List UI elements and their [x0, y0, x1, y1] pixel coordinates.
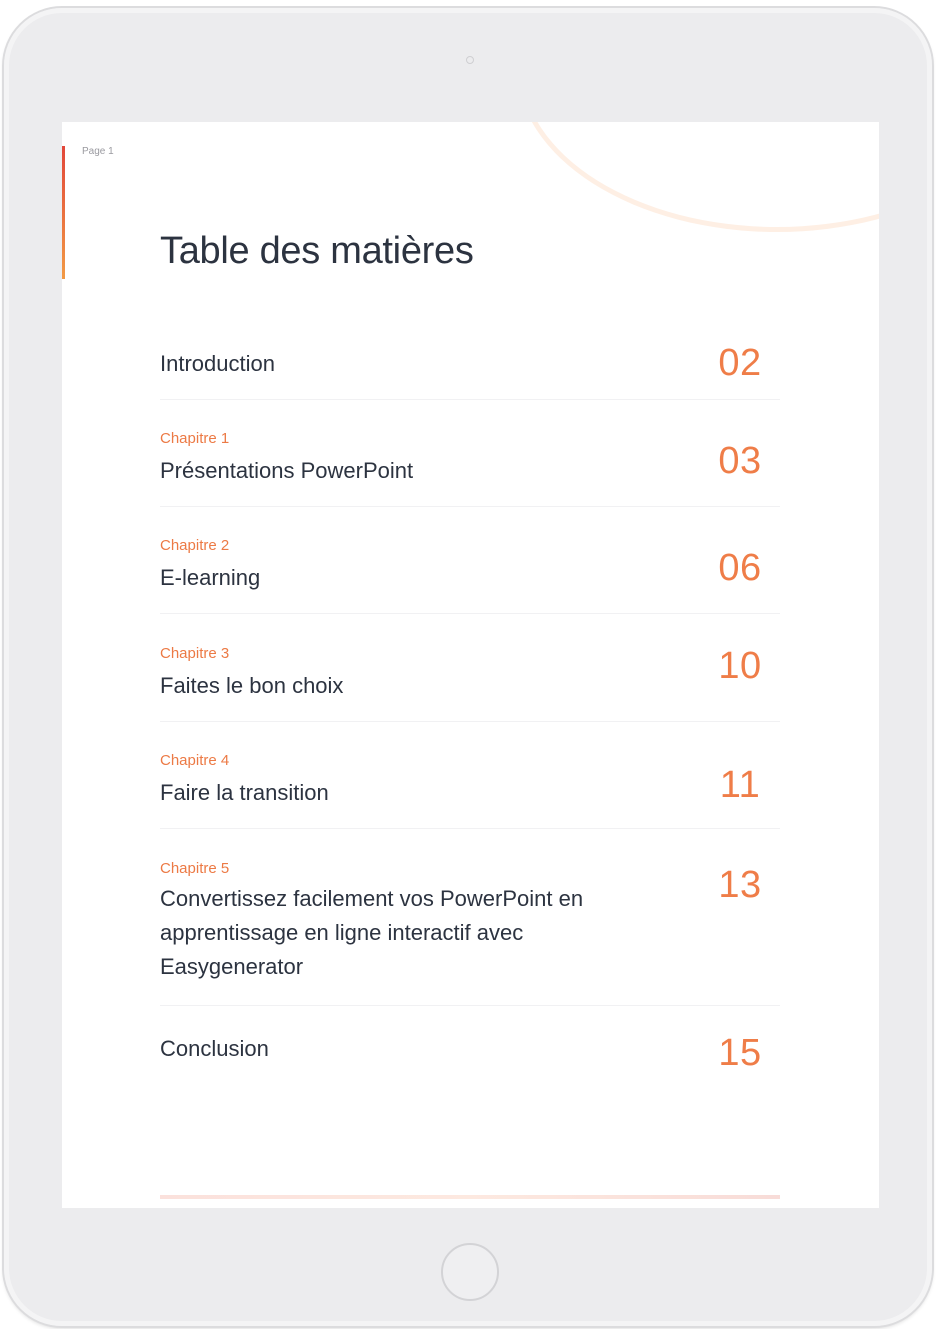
divider: [160, 721, 780, 722]
chapter-label: Chapitre 2: [160, 537, 230, 554]
chapter-label: Chapitre 5: [160, 860, 230, 877]
toc-entry-title: E-learning: [160, 565, 261, 590]
toc-entry-title: Faites le bon choix: [160, 673, 344, 698]
divider: [160, 613, 780, 614]
divider: [160, 399, 780, 400]
divider: [160, 506, 780, 507]
tablet-frame: [4, 8, 932, 1326]
toc-entry-title: Conclusion: [160, 1036, 269, 1061]
toc-entry-title: Convertissez facilement vos PowerPoint en apprentissage en ligne interactif avec Easygenerator: [160, 886, 584, 979]
toc-entry-introduction[interactable]: [160, 342, 780, 392]
toc-entry-chapter-5[interactable]: [160, 860, 780, 990]
toc-page-number: 10: [718, 645, 762, 687]
toc-page-number: 13: [718, 864, 762, 906]
toc-entry-chapter-1[interactable]: [160, 430, 780, 490]
accent-bar: [62, 146, 65, 279]
page-title: Table des matières: [160, 230, 474, 272]
toc-entry-title: Faire la transition: [160, 780, 329, 805]
divider: [160, 1005, 780, 1006]
chapter-label: Chapitre 3: [160, 645, 230, 662]
toc-entry-conclusion[interactable]: [160, 1032, 780, 1082]
footer-bar: [160, 1195, 780, 1199]
home-button[interactable]: [441, 1243, 499, 1301]
page-label: Page 1: [82, 146, 114, 157]
toc-page-number: 15: [718, 1032, 762, 1074]
divider: [160, 828, 780, 829]
toc-entry-chapter-4[interactable]: [160, 752, 780, 812]
chapter-label: Chapitre 1: [160, 430, 230, 447]
camera-icon: [466, 56, 474, 64]
toc-entry-title: Introduction: [160, 351, 275, 376]
tablet-screen: [62, 122, 879, 1208]
toc-page-number: 11: [719, 764, 761, 806]
toc-page-number: 06: [718, 547, 762, 589]
decorative-arc: [517, 122, 879, 232]
toc-page-number: 03: [718, 440, 762, 482]
chapter-label: Chapitre 4: [160, 752, 230, 769]
toc-entry-title: Présentations PowerPoint: [160, 458, 414, 483]
toc-entry-chapter-3[interactable]: [160, 645, 780, 705]
toc-entry-chapter-2[interactable]: [160, 537, 780, 597]
toc-page-number: 02: [718, 342, 762, 384]
